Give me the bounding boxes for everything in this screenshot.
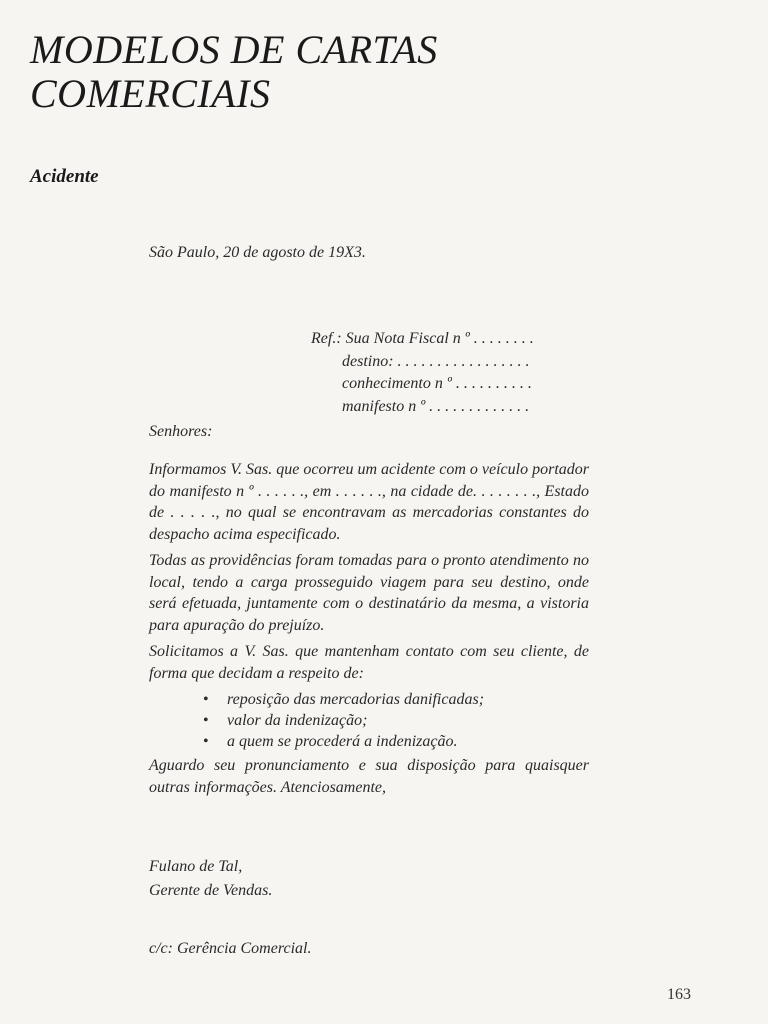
body-paragraph-3: Solicitamos a V. Sas. que mantenham contato com seu cliente, de forma que decidam a respeito de: <box>149 643 589 682</box>
body-paragraph-1: Informamos V. Sas. que ocorreu um acidente com o veículo portador do manifesto n º . . . . . ., em . . . . . ., na cidade de. . . . . . . ., Estado de . . . . ., no qual se encontravam as mercadorias constantes do despacho acima especificado. <box>149 461 589 543</box>
list-item-text: a quem se procederá a indenização. <box>227 733 458 750</box>
reference-line-bill-of-lading: conhecimento n º . . . . . . . . . . <box>342 375 532 392</box>
reference-line-destination: destino: . . . . . . . . . . . . . . . . . <box>342 352 530 370</box>
section-heading: Acidente <box>30 166 99 187</box>
request-list <box>149 689 589 752</box>
reference-line-invoice: Ref.: Sua Nota Fiscal n º . . . . . . . . <box>311 330 534 347</box>
page-title-line-2: COMERCIAIS <box>30 71 271 116</box>
carbon-copy-line: c/c: Gerência Comercial. <box>149 940 312 957</box>
page-number: 163 <box>667 986 691 1003</box>
signature-role: Gerente de Vendas. <box>149 882 273 899</box>
letter-date: São Paulo, 20 de agosto de 19X3. <box>149 244 366 261</box>
letter-greeting: Senhores: <box>149 423 213 440</box>
list-item <box>149 731 589 752</box>
list-item <box>149 689 589 710</box>
list-item-text: valor da indenização; <box>227 712 368 729</box>
letter-body <box>149 459 589 803</box>
signature-block <box>149 855 272 903</box>
bullet-icon: • <box>203 691 209 708</box>
list-item-text: reposição das mercadorias danificadas; <box>227 691 485 708</box>
reference-block <box>311 328 534 418</box>
body-paragraph-2: Todas as providências foram tomadas para o pronto atendimento no local, tendo a carga prosseguido viagem para seu destino, onde será efetuada, juntamente com o destinatário da mesma, a vistoria para apuração do prejuízo. <box>149 552 589 634</box>
closing-paragraph: Aguardo seu pronunciamento e sua disposição para quaisquer outras informações. Atenciosamente, <box>149 757 589 796</box>
bullet-icon: • <box>203 733 209 750</box>
list-item <box>149 710 589 731</box>
page-title <box>30 28 438 116</box>
reference-line-manifest: manifesto n º . . . . . . . . . . . . . <box>342 397 530 415</box>
signature-name: Fulano de Tal, <box>149 858 243 875</box>
bullet-icon: • <box>203 712 209 729</box>
page-title-line-1: MODELOS DE CARTAS <box>30 27 438 72</box>
